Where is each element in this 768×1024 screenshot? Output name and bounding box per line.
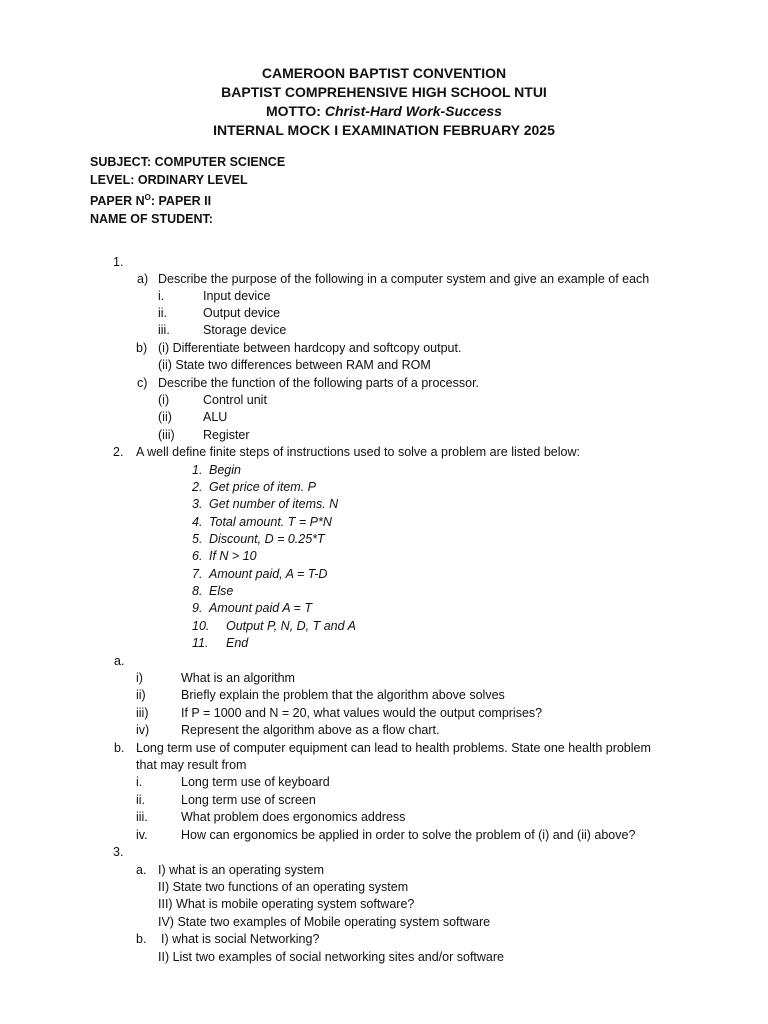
- list-marker: iv.: [136, 828, 148, 842]
- list-item: What is an algorithm: [181, 671, 295, 685]
- list-marker: ii.: [136, 793, 146, 807]
- list-item: Input device: [203, 289, 271, 303]
- step-marker: 4.: [192, 515, 203, 529]
- list-marker: i): [136, 671, 143, 685]
- exam-title: INTERNAL MOCK I EXAMINATION FEBRUARY 2025: [213, 122, 555, 138]
- list-item: Long term use of screen: [181, 793, 316, 807]
- algorithm-step: If N > 10: [209, 549, 257, 563]
- paper-suffix: : PAPER II: [150, 194, 212, 209]
- list-marker: i.: [158, 289, 165, 303]
- list-marker: i.: [136, 775, 143, 789]
- question-text: Describe the function of the following parts of a processor.: [158, 376, 480, 390]
- level-line: LEVEL: ORDINARY LEVEL: [90, 172, 248, 187]
- question-text: II) State two functions of an operating system: [158, 880, 409, 894]
- list-item: Long term use of keyboard: [181, 775, 330, 789]
- list-marker: ii): [136, 688, 146, 702]
- algorithm-step: Get price of item. P: [209, 480, 316, 494]
- algorithm-step: Else: [209, 584, 234, 598]
- list-marker: iii.: [136, 810, 148, 824]
- step-marker: 5.: [192, 532, 203, 546]
- algorithm-step: End: [226, 636, 249, 650]
- question-number: 2.: [113, 445, 124, 459]
- step-marker: 2.: [192, 480, 203, 494]
- list-marker: a.: [136, 863, 147, 877]
- list-marker: iii.: [158, 323, 170, 337]
- question-text: Long term use of computer equipment can lead to health problems. State one health problem: [136, 741, 651, 755]
- question-text: (i) Differentiate between hardcopy and softcopy output.: [158, 341, 462, 355]
- list-marker: (iii): [158, 428, 175, 442]
- question-number: 1.: [113, 255, 124, 269]
- question-text: II) List two examples of social networking sites and/or software: [158, 950, 504, 964]
- convention-title: CAMEROON BAPTIST CONVENTION: [261, 65, 507, 81]
- question-text: Describe the purpose of the following in a computer system and give an example of each: [158, 272, 650, 286]
- list-marker: b.: [136, 932, 147, 946]
- school-name: BAPTIST COMPREHENSIVE HIGH SCHOOL NTUI: [221, 84, 547, 100]
- algorithm-step: Output P, N, D, T and A: [226, 619, 356, 633]
- question-text: (ii) State two differences between RAM and ROM: [158, 358, 431, 372]
- student-name-line: NAME OF STUDENT:: [90, 211, 213, 226]
- list-item: What problem does ergonomics address: [181, 810, 406, 824]
- motto-text: Christ-Hard Work-Success: [324, 103, 502, 119]
- question-text: I) what is an operating system: [158, 863, 325, 877]
- step-marker: 8.: [192, 584, 203, 598]
- question-text: A well define finite steps of instructions used to solve a problem are listed below:: [136, 445, 580, 459]
- motto-label: MOTTO:: [266, 103, 325, 119]
- list-marker: b): [136, 341, 148, 355]
- exam-header: [0, 64, 768, 140]
- step-marker: 11.: [192, 636, 209, 650]
- list-item: Control unit: [203, 393, 267, 407]
- algorithm-step: Amount paid, A = T-D: [209, 567, 328, 581]
- list-marker: iv): [136, 723, 150, 737]
- step-marker: 7.: [192, 567, 203, 581]
- question-text: IV) State two examples of Mobile operating system software: [158, 915, 491, 929]
- list-marker: a.: [114, 654, 125, 668]
- step-marker: 10.: [192, 619, 210, 633]
- list-item: Represent the algorithm above as a flow chart.: [181, 723, 440, 737]
- list-item: Register: [203, 428, 250, 442]
- list-marker: b.: [114, 741, 125, 755]
- list-item: How can ergonomics be applied in order to solve the problem of (i) and (ii) above?: [181, 828, 636, 842]
- algorithm-step: Get number of items. N: [209, 497, 339, 511]
- algorithm-step: Amount paid A = T: [209, 601, 312, 615]
- algorithm-step: Total amount. T = P*N: [209, 515, 332, 529]
- list-marker: c): [137, 376, 148, 390]
- list-item: ALU: [203, 410, 228, 424]
- list-marker: (ii): [158, 410, 172, 424]
- subject-line: SUBJECT: COMPUTER SCIENCE: [90, 155, 286, 169]
- list-marker: iii): [136, 706, 149, 720]
- paper-superscript: O: [144, 193, 151, 202]
- step-marker: 9.: [192, 601, 203, 615]
- list-item: Storage device: [203, 323, 287, 337]
- step-marker: 6.: [192, 549, 203, 563]
- question-text: I) what is social Networking?: [161, 932, 320, 946]
- step-marker: 1.: [192, 463, 203, 477]
- paper-prefix: PAPER N: [90, 194, 145, 209]
- motto: [0, 102, 768, 121]
- algorithm-step: Begin: [209, 463, 241, 477]
- paper-line: [90, 189, 285, 211]
- question-text: that may result from: [136, 758, 247, 772]
- list-item: Output device: [203, 306, 281, 320]
- list-marker: a): [137, 272, 149, 286]
- list-marker: (i): [158, 393, 170, 407]
- algorithm-step: Discount, D = 0.25*T: [209, 532, 325, 546]
- exam-meta: [90, 154, 285, 228]
- list-marker: ii.: [158, 306, 168, 320]
- step-marker: 3.: [192, 497, 203, 511]
- list-item: If P = 1000 and N = 20, what values would the output comprises?: [181, 706, 543, 720]
- question-text: III) What is mobile operating system software?: [158, 897, 415, 911]
- list-item: Briefly explain the problem that the algorithm above solves: [181, 688, 505, 702]
- question-number: 3.: [113, 845, 124, 859]
